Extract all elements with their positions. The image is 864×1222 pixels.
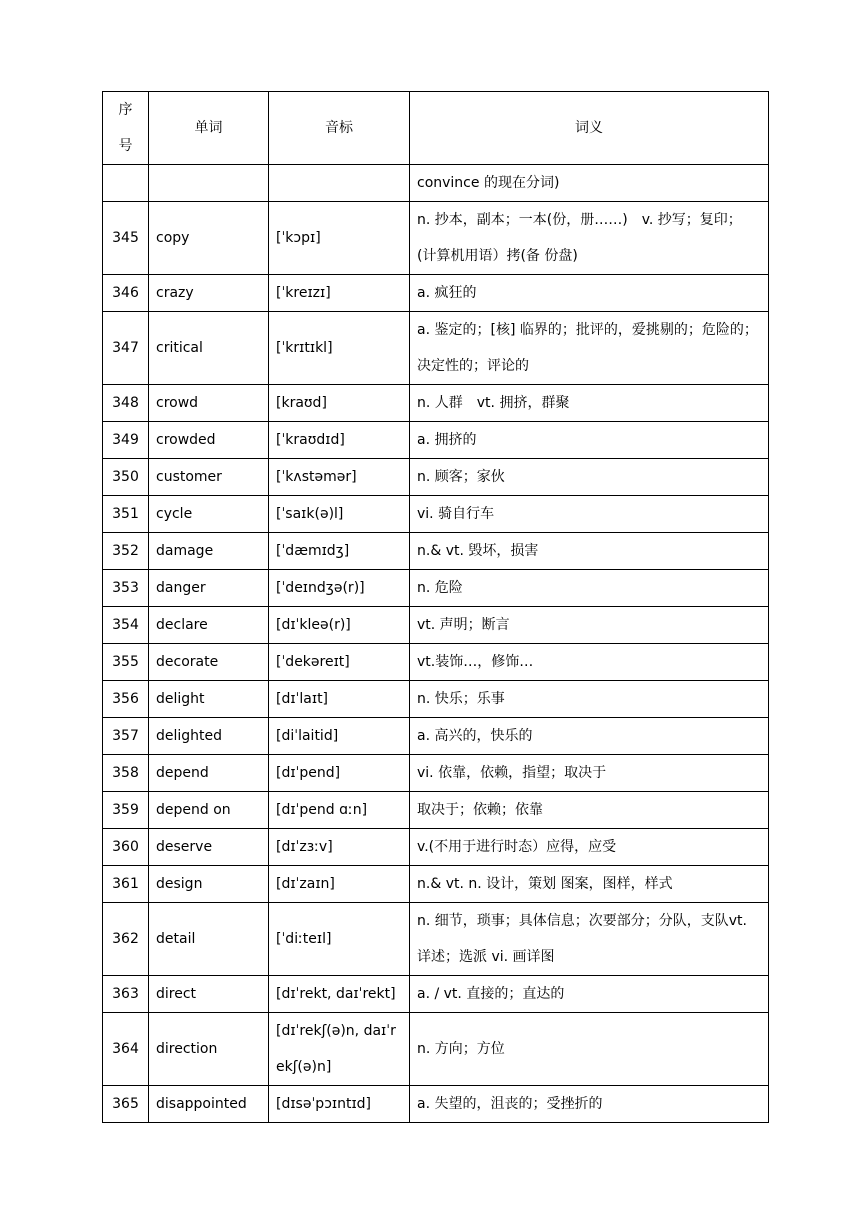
cell-phonetic: [diˈlaitid] [269,718,410,755]
cell-phonetic [269,165,410,202]
cell-phonetic: [dɪˈrekt, daɪˈrekt] [269,976,410,1013]
header-num [103,92,149,165]
cell-word: delighted [149,718,269,755]
cell-num: 364 [103,1013,149,1086]
header-phonetic: 音标 [269,92,410,165]
cell-meaning: n. 方向；方位 [410,1013,769,1086]
cell-num: 361 [103,866,149,903]
cell-word: disappointed [149,1086,269,1123]
cell-meaning: vt. 声明；断言 [410,607,769,644]
cell-num: 365 [103,1086,149,1123]
cell-meaning: 取决于；依赖；依靠 [410,792,769,829]
cell-num: 351 [103,496,149,533]
table-row [103,644,769,681]
cell-phonetic: [dɪˈlaɪt] [269,681,410,718]
cell-num: 358 [103,755,149,792]
header-num-label: 序号 [118,102,133,154]
table-row [103,570,769,607]
cell-meaning: n.& vt. 毁坏，损害 [410,533,769,570]
cell-word: damage [149,533,269,570]
cell-meaning: a. 鉴定的；[核] 临界的；批评的，爱挑剔的；危险的；决定性的；评论的 [410,312,769,385]
cell-word: cycle [149,496,269,533]
cell-word: decorate [149,644,269,681]
table-row [103,607,769,644]
cell-meaning: a. 拥挤的 [410,422,769,459]
table-row [103,496,769,533]
cell-num: 347 [103,312,149,385]
cell-meaning: vt.装饰…，修饰… [410,644,769,681]
cell-num: 346 [103,275,149,312]
cell-word: critical [149,312,269,385]
cell-phonetic: [dɪˈpend] [269,755,410,792]
table-row [103,681,769,718]
table-row [103,792,769,829]
table-row [103,1013,769,1086]
cell-meaning: n.& vt. n. 设计，策划 图案，图样，样式 [410,866,769,903]
cell-num: 354 [103,607,149,644]
cell-meaning: n. 快乐；乐事 [410,681,769,718]
cell-num: 363 [103,976,149,1013]
cell-phonetic: [dɪˈrekʃ(ə)n, daɪˈrekʃ(ə)n] [269,1013,410,1086]
cell-num: 362 [103,903,149,976]
table-row [103,1086,769,1123]
table-row [103,829,769,866]
cell-num: 349 [103,422,149,459]
cell-phonetic: [kraʊd] [269,385,410,422]
cell-word: direction [149,1013,269,1086]
cell-word: crowd [149,385,269,422]
table-row [103,903,769,976]
cell-phonetic: [ˈdiːteɪl] [269,903,410,976]
table-row [103,718,769,755]
cell-num: 348 [103,385,149,422]
cell-word: deserve [149,829,269,866]
cell-num: 360 [103,829,149,866]
cell-meaning: a. 疯狂的 [410,275,769,312]
cell-meaning: convince 的现在分词) [410,165,769,202]
cell-phonetic: [ˈsaɪk(ə)l] [269,496,410,533]
cell-word: declare [149,607,269,644]
table-row [103,533,769,570]
cell-num: 355 [103,644,149,681]
continuation-row [103,165,769,202]
cell-phonetic: [ˈkrɪtɪkl] [269,312,410,385]
cell-phonetic: [ˈkreɪzɪ] [269,275,410,312]
cell-phonetic: [ˈdæmɪdʒ] [269,533,410,570]
table-row [103,459,769,496]
cell-word: danger [149,570,269,607]
vocabulary-table [102,91,769,1123]
cell-num: 359 [103,792,149,829]
cell-phonetic: [ˈdeɪndʒə(r)] [269,570,410,607]
table-row [103,202,769,275]
cell-num: 345 [103,202,149,275]
header-word: 单词 [149,92,269,165]
cell-word: crowded [149,422,269,459]
table-row [103,976,769,1013]
cell-meaning: n. 危险 [410,570,769,607]
table-row [103,866,769,903]
table-row [103,755,769,792]
header-meaning: 词义 [410,92,769,165]
cell-word [149,165,269,202]
cell-phonetic: [ˈdekəreɪt] [269,644,410,681]
cell-word: design [149,866,269,903]
cell-num [103,165,149,202]
cell-word: copy [149,202,269,275]
cell-phonetic: [dɪˈzɜːv] [269,829,410,866]
cell-phonetic: [dɪsəˈpɔɪntɪd] [269,1086,410,1123]
cell-meaning: a. / vt. 直接的；直达的 [410,976,769,1013]
cell-phonetic: [dɪˈkleə(r)] [269,607,410,644]
cell-word: delight [149,681,269,718]
cell-meaning: n. 顾客；家伙 [410,459,769,496]
cell-meaning: vi. 骑自行车 [410,496,769,533]
cell-phonetic: [ˈkʌstəmər] [269,459,410,496]
cell-meaning: vi. 依靠，依赖，指望；取决于 [410,755,769,792]
cell-num: 356 [103,681,149,718]
cell-word: detail [149,903,269,976]
cell-phonetic: [dɪˈzaɪn] [269,866,410,903]
cell-num: 352 [103,533,149,570]
cell-word: crazy [149,275,269,312]
cell-num: 350 [103,459,149,496]
cell-word: customer [149,459,269,496]
cell-meaning: n. 人群 vt. 拥挤，群聚 [410,385,769,422]
cell-meaning: a. 失望的，沮丧的；受挫折的 [410,1086,769,1123]
cell-word: depend [149,755,269,792]
cell-meaning: n. 细节，琐事；具体信息；次要部分；分队，支队vt. 详述；选派 vi. 画详图 [410,903,769,976]
header-row [103,92,769,165]
cell-word: direct [149,976,269,1013]
table-row [103,422,769,459]
cell-meaning: a. 高兴的，快乐的 [410,718,769,755]
table-body [103,165,769,1123]
cell-meaning: v.(不用于进行时态）应得，应受 [410,829,769,866]
cell-phonetic: [dɪˈpend ɑːn] [269,792,410,829]
table-row [103,385,769,422]
cell-word: depend on [149,792,269,829]
table-row [103,275,769,312]
cell-phonetic: [ˈkraʊdɪd] [269,422,410,459]
cell-num: 357 [103,718,149,755]
cell-phonetic: [ˈkɔpɪ] [269,202,410,275]
cell-meaning: n. 抄本，副本；一本(份，册……) v. 抄写；复印；(计算机用语）拷(备 份盘) [410,202,769,275]
table-row [103,312,769,385]
cell-num: 353 [103,570,149,607]
